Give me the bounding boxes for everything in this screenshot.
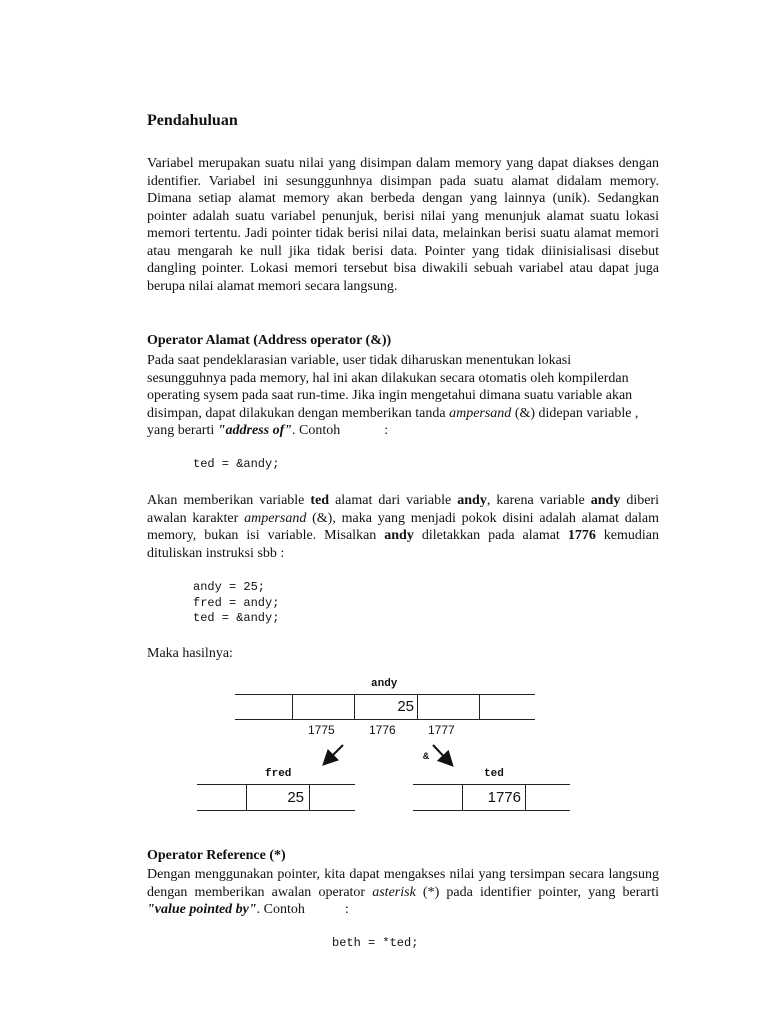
code-snippet-3: beth = *ted; — [332, 936, 419, 950]
explain-text-6: diletakkan pada alamat — [413, 528, 568, 543]
asterisk-term: asterisk — [372, 884, 416, 900]
code-snippet-2: andy = 25; fred = andy; ted = &andy; — [193, 580, 280, 625]
fred-value: 25 — [287, 789, 304, 806]
ampersand-term-2: ampersand — [244, 510, 307, 526]
ted-row-bottom-line — [413, 810, 570, 811]
ted-row-top-line — [413, 784, 570, 785]
contoh-text: . Contoh — [292, 423, 341, 438]
address-paragraph-text: Pada saat pendeklarasian variable, user tidak diharuskan menentukan lokasi sesungguhnya pada memory, hal ini akan dilakukan secara otomatis oleh kompilerdan operating sysem pada saat run-time. Jika ingin mengetahui dimana suatu variable akan disimpan, dapat dilakukan dengan memberikan tanda — [147, 353, 633, 421]
code-snippet-1: ted = &andy; — [193, 457, 280, 471]
contoh-text-2: . Contoh — [256, 902, 305, 917]
address-of-term: "address of" — [217, 423, 293, 438]
ampersand-symbol-text: (&) didepan variable , yang berarti — [147, 405, 639, 438]
fred-label: fred — [265, 768, 292, 780]
explain-text-7: kemudian dituliskan instruksi sbb : — [147, 528, 659, 561]
fred-row-top-line — [197, 784, 355, 785]
ampersand-label: & — [423, 752, 430, 763]
andy-label: andy — [371, 678, 398, 690]
contoh-colon-2: : — [344, 902, 349, 917]
explain-text-2: alamat dari variable — [329, 493, 458, 508]
intro-paragraph: Variabel merupakan suatu nilai yang disimpan dalam memory yang dapat diakses dengan identifier. Variabel ini sesunggunhnya disimpan pada suatu alamat didalam memory. Dimana setiap alamat memory akan berbeda dengan yang lainnya (unik). Sedangkan pointer adalah suatu variabel penunjuk, berisi nilai yang menunjuk alamat suatu lokasi memori tertentu. Jadi pointer tidak berisi nilai data, melainkan berisi suatu alamat memori atau mengarah ke null jika tidak berisi data. Pointer yang tidak diinisialisasi disebut dangling pointer. Lokasi memori tersebut bisa diwakili sebuah variabel atau dapat juga berupa nilai alamat memori secara langsung. — [147, 156, 659, 294]
arrow-to-ted-icon — [433, 745, 451, 764]
fred-cell-divider — [309, 784, 310, 810]
ted-value: 1776 — [487, 789, 521, 806]
arrow-to-fred-icon — [325, 745, 343, 763]
explain-text-5: (&), maka yang menjadi pokok disini adalah alamat dalam memory, bukan isi variable. Misalkan — [147, 510, 659, 543]
reference-operator-paragraph — [147, 866, 659, 919]
andy-term-2: andy — [590, 493, 621, 508]
value-pointed-by-term: "value pointed by" — [147, 902, 257, 917]
reference-text-1: Dengan menggunakan pointer, kita dapat mengakses nilai yang tersimpan secara langsung dengan memberikan awalan operator — [147, 867, 659, 900]
address-1775: 1775 — [308, 723, 335, 737]
contoh-colon: : — [384, 423, 389, 438]
page-title: Pendahuluan — [147, 112, 238, 129]
andy-term-3: andy — [384, 528, 414, 543]
ted-label: ted — [484, 768, 504, 780]
ampersand-term: ampersand — [449, 405, 512, 421]
andy-value: 25 — [397, 698, 414, 715]
address-1777: 1777 — [428, 723, 455, 737]
ted-cell-divider — [525, 784, 526, 810]
section-heading-address-operator: Operator Alamat (Address operator (&)) — [147, 333, 392, 348]
explain-text-3: , karena variable — [486, 493, 591, 508]
reference-text-2: (*) pada identifier pointer, yang berarti — [415, 884, 660, 900]
section-heading-reference-operator: Operator Reference (*) — [147, 848, 286, 863]
explain-text-4: diberi awalan karakter — [147, 493, 659, 526]
fred-row-bottom-line — [197, 810, 355, 811]
andy-term-1: andy — [457, 493, 487, 508]
ted-term: ted — [310, 493, 330, 508]
explain-text-1: Akan memberikan variable — [147, 493, 311, 508]
address-number: 1776 — [567, 528, 596, 543]
address-1776: 1776 — [369, 723, 396, 737]
result-label: Maka hasilnya: — [147, 646, 233, 661]
